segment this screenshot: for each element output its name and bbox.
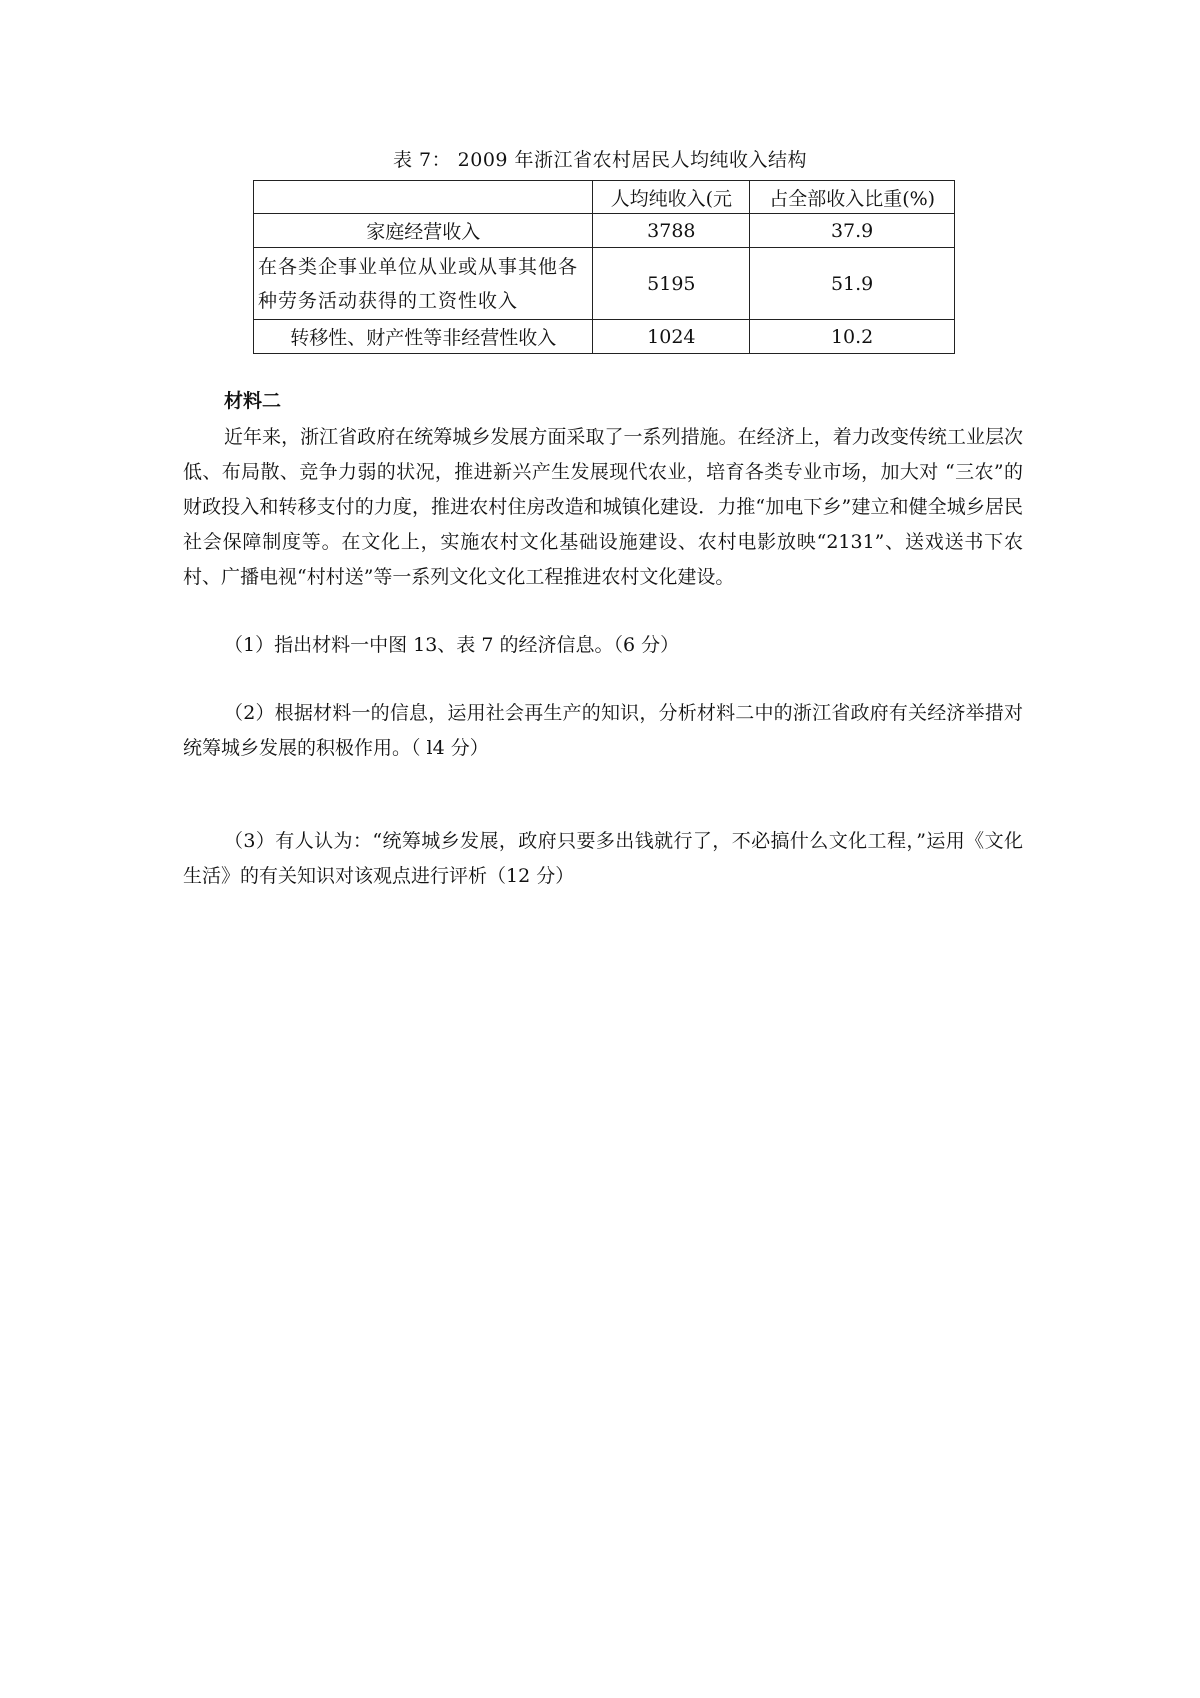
question-2: （2）根据材料一的信息，运用社会再生产的知识，分析材料二中的浙江省政府有关经济举措对统筹城乡发展的积极作用。（ l4 分） [183, 702, 1023, 759]
question-1: （1）指出材料一中图 13、表 7 的经济信息。（6 分） [224, 634, 680, 656]
row-share: 51.9 [750, 248, 955, 320]
row-label: 在各类企事业单位从业或从事其他各种劳务活动获得的工资性收入 [254, 248, 593, 320]
row-label: 家庭经营收入 [254, 214, 593, 248]
table-header-income: 人均纯收入(元 [593, 181, 750, 214]
income-structure-table [253, 180, 955, 354]
row-share: 10.2 [750, 320, 955, 354]
table-header-share: 占全部收入比重(%) [750, 181, 955, 214]
row-income: 3788 [593, 214, 750, 248]
table-row [254, 248, 955, 320]
table-caption: 表 7： 2009 年浙江省农村居民人均纯收入结构 [392, 149, 808, 171]
row-share: 37.9 [750, 214, 955, 248]
row-income: 1024 [593, 320, 750, 354]
table-row [254, 320, 955, 354]
material-two-paragraph: 近年来，浙江省政府在统筹城乡发展方面采取了一系列措施。在经济上，着力改变传统工业层次低、布局散、竞争力弱的状况，推进新兴产生发展现代农业，培育各类专业市场，加大对 “三农”的财政投入和转移支付的力度，推进农村住房改造和城镇化建设．力推“加电下乡”建立和健全城乡居民社会保障制度等。在文化上，实施农村文化基础设施建设、农村电影放映“2131”、送戏送书下农村、广播电视“村村送”等一系列文化文化工程推进农村文化建设。 [183, 426, 1023, 588]
material-two-title: 材料二 [224, 390, 282, 412]
table-header-row [254, 181, 955, 214]
row-label: 转移性、财产性等非经营性收入 [254, 320, 593, 354]
table-header-label [254, 181, 593, 214]
question-3: （3）有人认为：“统筹城乡发展，政府只要多出钱就行了，不必搞什么文化工程，”运用《文化生活》的有关知识对该观点进行评析（12 分） [183, 830, 1023, 887]
table-row [254, 214, 955, 248]
row-income: 5195 [593, 248, 750, 320]
